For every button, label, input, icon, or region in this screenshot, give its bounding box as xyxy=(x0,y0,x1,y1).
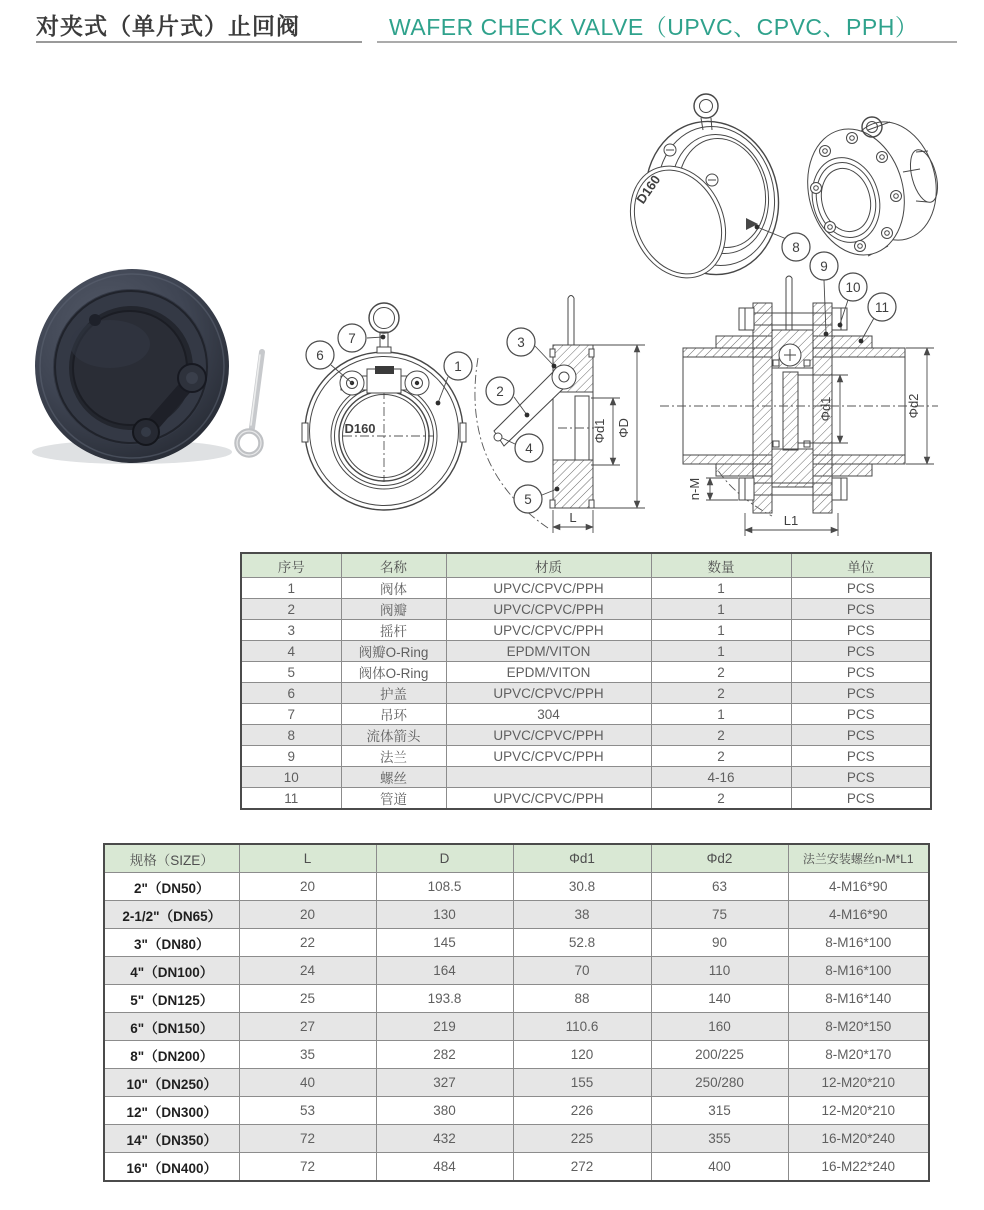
column-header: 名称 xyxy=(341,553,446,578)
valve-disc-section xyxy=(783,372,798,450)
table-cell: 3 xyxy=(241,620,341,641)
column-header: 规格（SIZE） xyxy=(104,844,239,873)
table-cell: PCS xyxy=(791,578,931,599)
table-cell: 8-M16*140 xyxy=(788,985,929,1013)
svg-text:5: 5 xyxy=(524,492,532,507)
table-cell: 11 xyxy=(241,788,341,810)
table-row xyxy=(104,985,929,1013)
title-underline-cn xyxy=(36,41,362,43)
table-row xyxy=(241,746,931,767)
table-cell: 12-M20*210 xyxy=(788,1097,929,1125)
section-dim-L1: L1 xyxy=(783,513,799,528)
table-cell: 110 xyxy=(651,957,788,985)
table-cell: 35 xyxy=(239,1041,376,1069)
svg-text:9: 9 xyxy=(820,259,828,274)
svg-text:7: 7 xyxy=(348,331,356,346)
table-cell: 16-M20*240 xyxy=(788,1125,929,1153)
table-cell: 1 xyxy=(651,578,791,599)
table-cell: 108.5 xyxy=(376,873,513,901)
table-cell: 5 xyxy=(241,662,341,683)
table-cell: 160 xyxy=(651,1013,788,1041)
table-row xyxy=(241,788,931,810)
table-cell: 164 xyxy=(376,957,513,985)
front-view-drawing xyxy=(302,303,472,510)
left-flange xyxy=(753,303,772,513)
table-cell: 2-1/2"（DN65） xyxy=(104,901,239,929)
column-header: Φd1 xyxy=(513,844,651,873)
section-dim-d1: Φd1 xyxy=(818,396,833,422)
table-cell: 8 xyxy=(241,725,341,746)
table-cell: 6 xyxy=(241,683,341,704)
table-cell: 6"（DN150） xyxy=(104,1013,239,1041)
table-cell: UPVC/CPVC/PPH xyxy=(446,620,651,641)
dim-label-d1: Φd1 xyxy=(592,418,607,444)
table-row xyxy=(104,873,929,901)
table-cell: 护盖 xyxy=(341,683,446,704)
table-cell: 226 xyxy=(513,1097,651,1125)
table-cell: 38 xyxy=(513,901,651,929)
section-view-drawing xyxy=(660,252,938,536)
column-header: D xyxy=(376,844,513,873)
table-cell: 管道 xyxy=(341,788,446,810)
table-row xyxy=(241,767,931,788)
table-cell: 1 xyxy=(241,578,341,599)
table-cell: 2 xyxy=(651,746,791,767)
table-cell: 螺丝 xyxy=(341,767,446,788)
table-cell xyxy=(446,767,651,788)
parts-table-header-row xyxy=(241,553,931,578)
table-cell: 12-M20*210 xyxy=(788,1069,929,1097)
table-cell: 130 xyxy=(376,901,513,929)
table-cell: 1 xyxy=(651,704,791,725)
table-cell: 3"（DN80） xyxy=(104,929,239,957)
bore-diameter-label: D160 xyxy=(344,421,376,436)
table-cell: 304 xyxy=(446,704,651,725)
table-cell: 484 xyxy=(376,1153,513,1182)
table-cell: UPVC/CPVC/PPH xyxy=(446,788,651,810)
table-cell: 阀瓣O-Ring xyxy=(341,641,446,662)
table-cell: 阀体O-Ring xyxy=(341,662,446,683)
iso-disc-label: D160 xyxy=(633,172,664,207)
table-cell: 272 xyxy=(513,1153,651,1182)
table-cell: 16-M22*240 xyxy=(788,1153,929,1182)
table-cell: 200/225 xyxy=(651,1041,788,1069)
table-cell: 40 xyxy=(239,1069,376,1097)
svg-text:4: 4 xyxy=(525,441,533,456)
table-cell: 4-M16*90 xyxy=(788,901,929,929)
table-cell: 1 xyxy=(651,641,791,662)
table-cell: 9 xyxy=(241,746,341,767)
table-cell: 8-M16*100 xyxy=(788,957,929,985)
table-cell: 193.8 xyxy=(376,985,513,1013)
table-row xyxy=(104,1041,929,1069)
table-cell: 阀瓣 xyxy=(341,599,446,620)
table-cell: 250/280 xyxy=(651,1069,788,1097)
table-cell: 88 xyxy=(513,985,651,1013)
svg-text:1: 1 xyxy=(454,359,462,374)
column-header: 序号 xyxy=(241,553,341,578)
column-header: 材质 xyxy=(446,553,651,578)
svg-text:8: 8 xyxy=(792,240,800,255)
table-cell: 22 xyxy=(239,929,376,957)
table-row xyxy=(104,929,929,957)
table-cell: 16"（DN400） xyxy=(104,1153,239,1182)
table-cell: 2 xyxy=(651,662,791,683)
table-cell: 72 xyxy=(239,1153,376,1182)
table-cell: 2 xyxy=(241,599,341,620)
table-cell: UPVC/CPVC/PPH xyxy=(446,683,651,704)
table-cell: 1 xyxy=(651,599,791,620)
table-row xyxy=(241,683,931,704)
table-cell: 327 xyxy=(376,1069,513,1097)
table-cell: 8"（DN200） xyxy=(104,1041,239,1069)
table-cell: 90 xyxy=(651,929,788,957)
table-cell: 8-M20*150 xyxy=(788,1013,929,1041)
table-cell: PCS xyxy=(791,662,931,683)
table-cell: 摇杆 xyxy=(341,620,446,641)
parts-table xyxy=(240,552,932,810)
table-cell: 380 xyxy=(376,1097,513,1125)
svg-text:3: 3 xyxy=(517,335,525,350)
table-cell: 75 xyxy=(651,901,788,929)
nameplate xyxy=(375,366,394,374)
column-header: 单位 xyxy=(791,553,931,578)
table-cell: 72 xyxy=(239,1125,376,1153)
table-cell: 52.8 xyxy=(513,929,651,957)
table-row xyxy=(104,1097,929,1125)
table-cell: 吊环 xyxy=(341,704,446,725)
section-dim-d2: Φd2 xyxy=(906,393,921,419)
table-cell: 315 xyxy=(651,1097,788,1125)
table-cell: 24 xyxy=(239,957,376,985)
table-cell: 14"（DN350） xyxy=(104,1125,239,1153)
table-cell: 219 xyxy=(376,1013,513,1041)
table-cell: UPVC/CPVC/PPH xyxy=(446,746,651,767)
table-cell: 2"（DN50） xyxy=(104,873,239,901)
table-cell: 1 xyxy=(651,620,791,641)
title-underline-en xyxy=(377,41,957,43)
svg-text:2: 2 xyxy=(496,384,504,399)
table-row xyxy=(241,599,931,620)
table-cell: 12"（DN300） xyxy=(104,1097,239,1125)
table-cell: 4"（DN100） xyxy=(104,957,239,985)
table-cell: 4-16 xyxy=(651,767,791,788)
eye-pin-photo xyxy=(237,352,262,455)
iso-view-drawing xyxy=(613,94,949,294)
table-cell: 8-M16*100 xyxy=(788,929,929,957)
size-table xyxy=(103,843,930,1182)
column-header: 法兰安装螺丝n-M*L1 xyxy=(788,844,929,873)
column-header: 数量 xyxy=(651,553,791,578)
table-cell: 120 xyxy=(513,1041,651,1069)
table-cell: EPDM/VITON xyxy=(446,662,651,683)
svg-text:11: 11 xyxy=(874,300,890,315)
table-cell: 法兰 xyxy=(341,746,446,767)
table-cell: 110.6 xyxy=(513,1013,651,1041)
table-cell: UPVC/CPVC/PPH xyxy=(446,599,651,620)
table-cell: 4-M16*90 xyxy=(788,873,929,901)
table-cell: PCS xyxy=(791,767,931,788)
table-cell: 70 xyxy=(513,957,651,985)
table-cell: PCS xyxy=(791,746,931,767)
table-cell: EPDM/VITON xyxy=(446,641,651,662)
table-cell: PCS xyxy=(791,599,931,620)
table-cell: 10 xyxy=(241,767,341,788)
svg-text:6: 6 xyxy=(316,348,324,363)
table-row xyxy=(104,957,929,985)
size-table-header-row xyxy=(104,844,929,873)
table-cell: 5"（DN125） xyxy=(104,985,239,1013)
table-row xyxy=(104,1069,929,1097)
table-row xyxy=(241,620,931,641)
table-cell: 400 xyxy=(651,1153,788,1182)
table-cell: PCS xyxy=(791,641,931,662)
table-row xyxy=(104,1153,929,1182)
table-cell: UPVC/CPVC/PPH xyxy=(446,725,651,746)
column-header: Φd2 xyxy=(651,844,788,873)
table-cell: 2 xyxy=(651,788,791,810)
product-photo xyxy=(32,269,262,464)
table-cell: 63 xyxy=(651,873,788,901)
table-cell: 30.8 xyxy=(513,873,651,901)
table-cell: 145 xyxy=(376,929,513,957)
table-cell: 8-M20*170 xyxy=(788,1041,929,1069)
table-cell: PCS xyxy=(791,788,931,810)
page-title-en: WAFER CHECK VALVE（UPVC、CPVC、PPH） xyxy=(389,14,919,40)
side-view-drawing xyxy=(475,296,645,534)
table-cell: 355 xyxy=(651,1125,788,1153)
table-cell: 流体箭头 xyxy=(341,725,446,746)
table-row xyxy=(241,641,931,662)
table-cell: 53 xyxy=(239,1097,376,1125)
table-cell: 155 xyxy=(513,1069,651,1097)
table-cell: UPVC/CPVC/PPH xyxy=(446,578,651,599)
table-cell: 282 xyxy=(376,1041,513,1069)
table-cell: PCS xyxy=(791,725,931,746)
table-cell: PCS xyxy=(791,620,931,641)
column-header: L xyxy=(239,844,376,873)
dim-label-L: L xyxy=(569,510,577,525)
table-cell: 20 xyxy=(239,873,376,901)
page-title-cn: 对夹式（单片式）止回阀 xyxy=(36,13,300,39)
table-row xyxy=(104,1013,929,1041)
table-cell: PCS xyxy=(791,683,931,704)
table-cell: 4 xyxy=(241,641,341,662)
table-cell: PCS xyxy=(791,704,931,725)
open-disc xyxy=(613,150,744,293)
table-cell: 25 xyxy=(239,985,376,1013)
section-dim-bolts: n-M xyxy=(687,477,702,501)
technical-drawings xyxy=(0,60,984,560)
table-cell: 7 xyxy=(241,704,341,725)
table-row xyxy=(241,578,931,599)
table-cell: 2 xyxy=(651,683,791,704)
table-cell: 140 xyxy=(651,985,788,1013)
table-cell: 432 xyxy=(376,1125,513,1153)
table-row xyxy=(104,901,929,929)
table-cell: 225 xyxy=(513,1125,651,1153)
table-row xyxy=(104,1125,929,1153)
table-cell: 10"（DN250） xyxy=(104,1069,239,1097)
table-row xyxy=(241,725,931,746)
table-cell: 阀体 xyxy=(341,578,446,599)
table-cell: 27 xyxy=(239,1013,376,1041)
table-row xyxy=(241,662,931,683)
svg-text:10: 10 xyxy=(845,280,861,295)
table-row xyxy=(241,704,931,725)
table-cell: 2 xyxy=(651,725,791,746)
dim-label-D: ΦD xyxy=(616,418,631,438)
table-cell: 20 xyxy=(239,901,376,929)
